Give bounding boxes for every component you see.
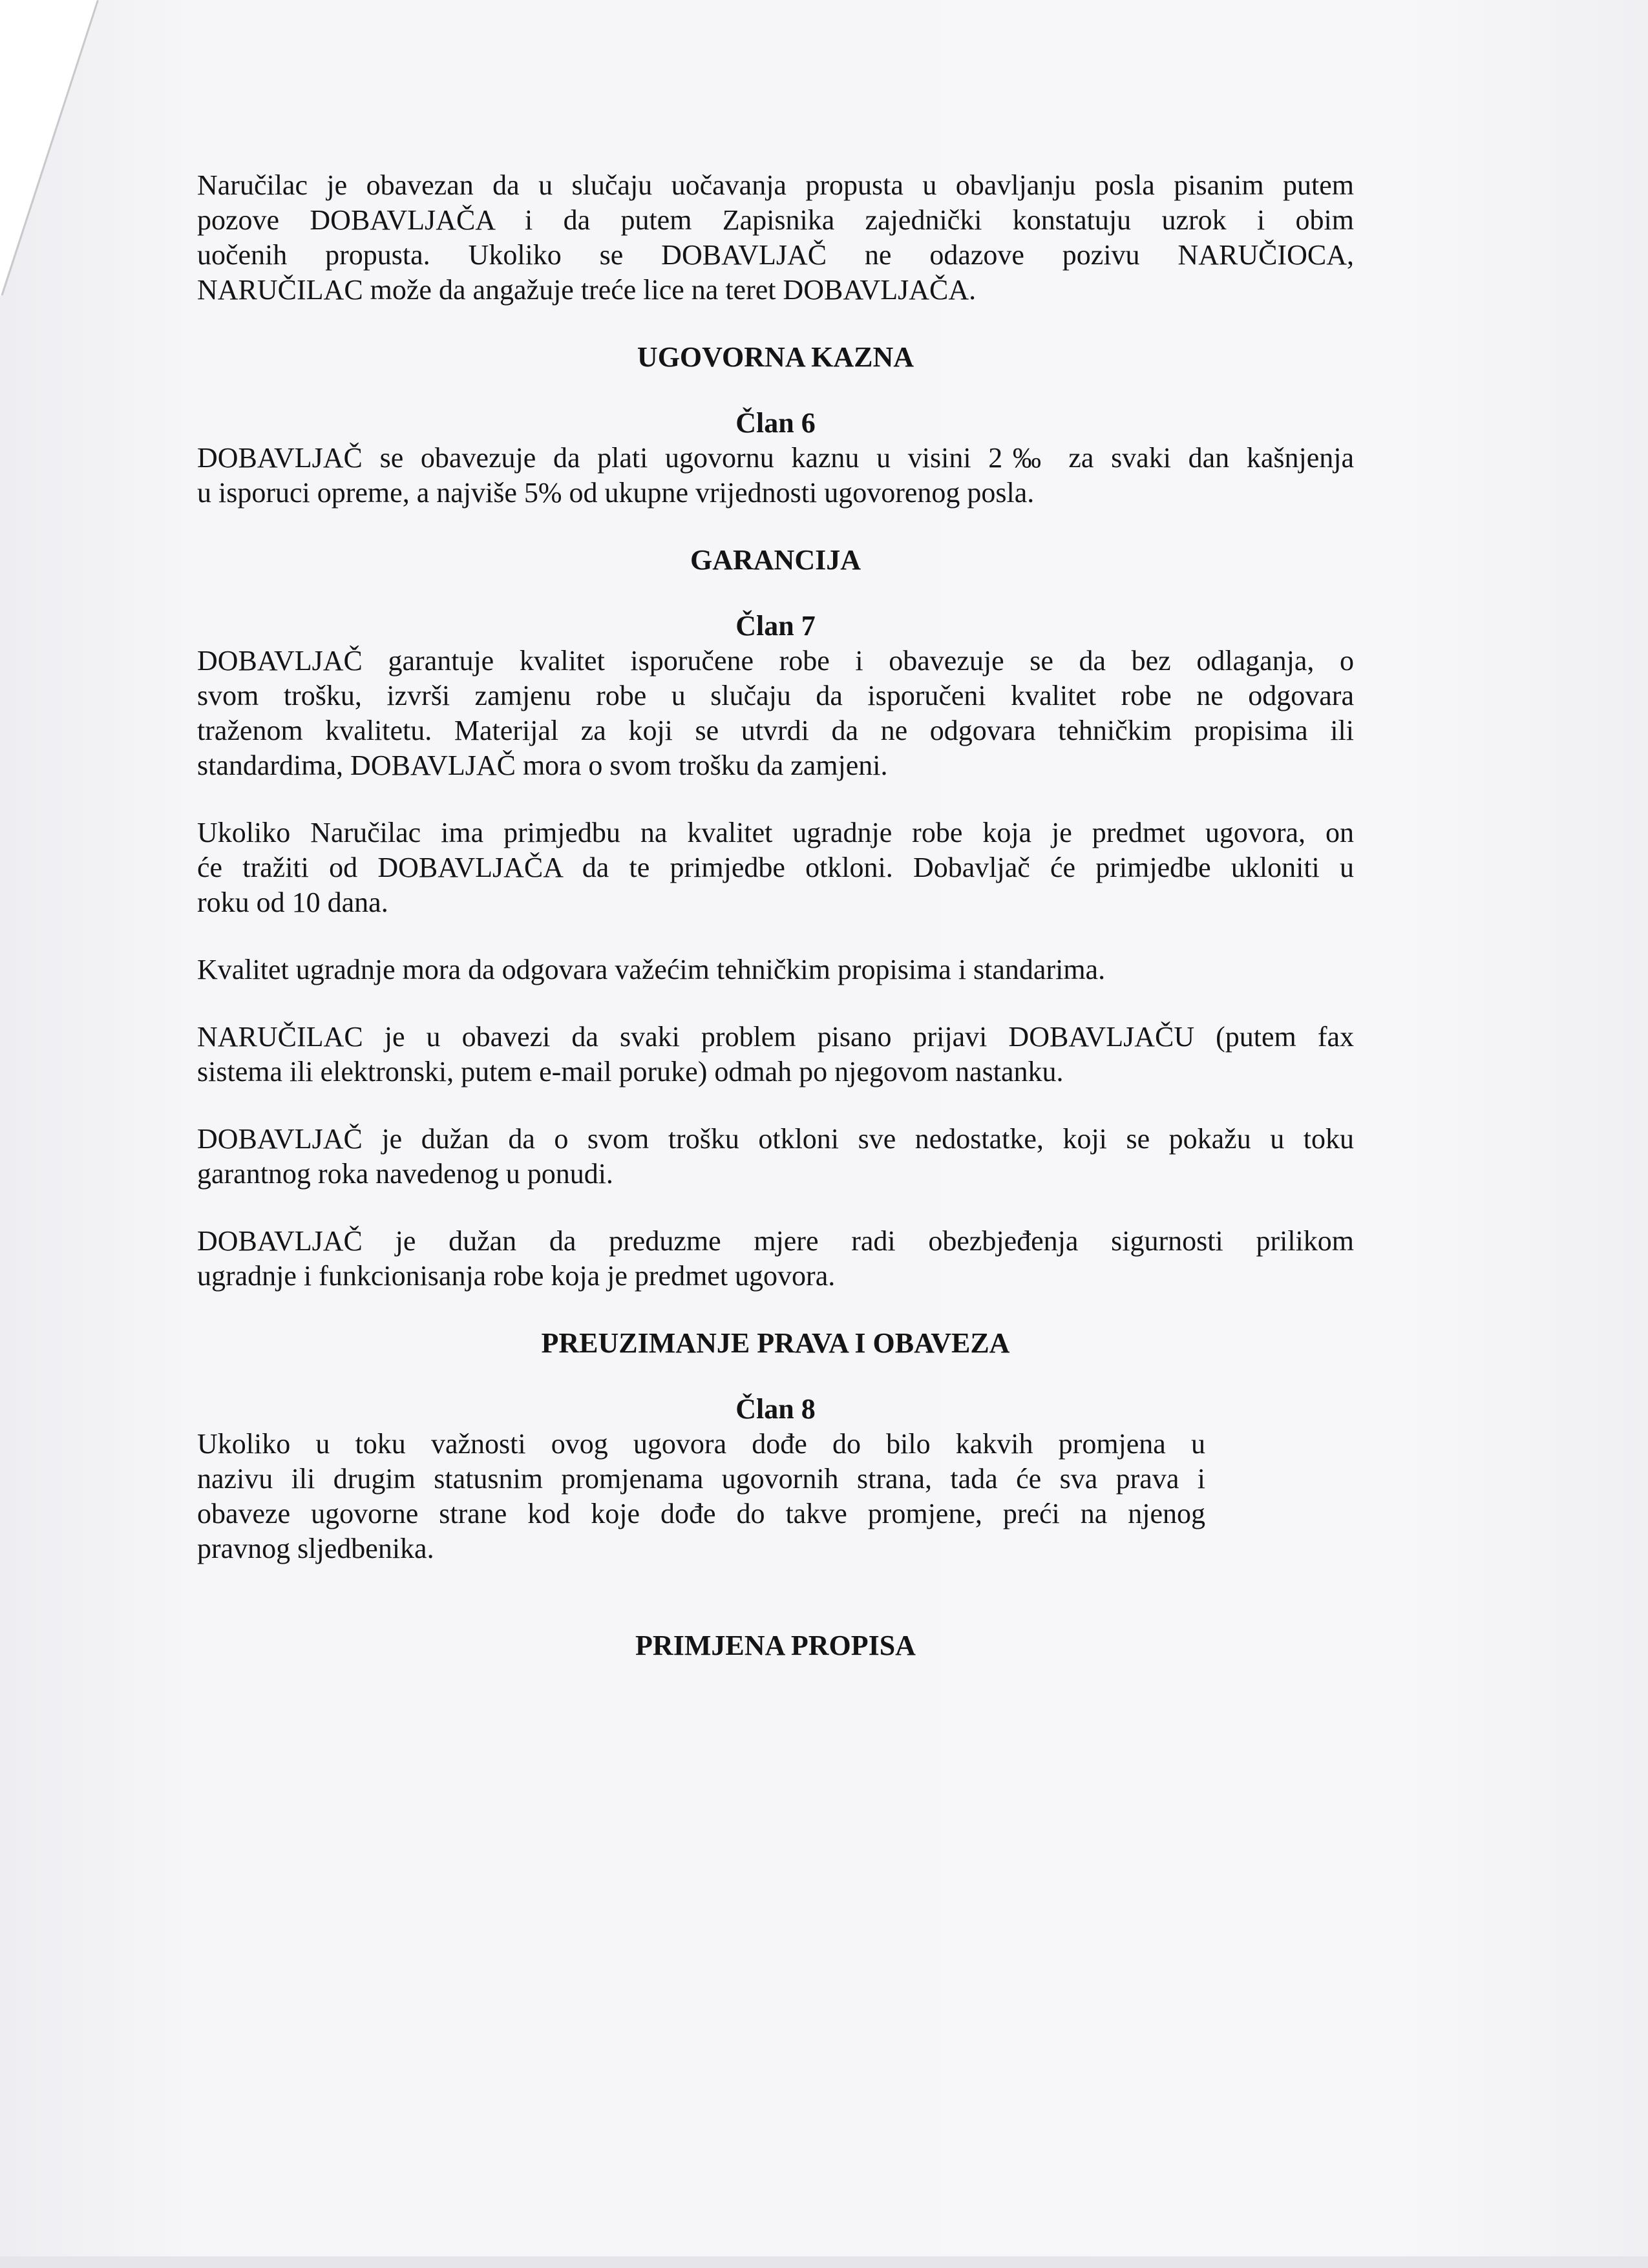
text-line: Ukoliko u toku važnosti ovog ugovora dođe do bilo kakvih promjena u <box>197 1428 1205 1460</box>
article-7-title: Član 7 <box>735 610 816 642</box>
article-6-paragraph <box>197 441 1354 510</box>
text-line: Ukoliko Naručilac ima primjedbu na kvalitet ugradnje robe koja je predmet ugovora, on <box>197 817 1354 848</box>
article-6-title: Član 6 <box>735 407 816 439</box>
text-line: ugradnje i funkcionisanja robe koja je predmet ugovora. <box>197 1260 836 1292</box>
text-line: traženom kvalitetu. Materijal za koji se utvrdi da ne odgovara tehničkim propisima ili <box>197 715 1354 746</box>
section-title-ugovorna-kazna: UGOVORNA KAZNA <box>637 341 914 373</box>
article-7-paragraph-3 <box>197 952 1354 987</box>
text-line: pozove DOBAVLJAČA i da putem Zapisnika zajednički konstatuju uzrok i obim <box>197 204 1354 236</box>
article-7-paragraph-6 <box>197 1224 1354 1294</box>
text-line: Kvalitet ugradnje mora da odgovara važećim tehničkim propisima i standarima. <box>197 954 1106 985</box>
text-line: pravnog sljedbenika. <box>197 1533 434 1564</box>
article-7-paragraph-1 <box>197 644 1354 783</box>
section-title-preuzimanje: PREUZIMANJE PRAVA I OBAVEZA <box>541 1327 1010 1359</box>
text-line: nazivu ili drugim statusnim promjenama ugovornih strana, tada će sva prava i <box>197 1463 1205 1495</box>
article-8-title: Član 8 <box>735 1393 816 1425</box>
intro-paragraph <box>197 168 1354 308</box>
text-line: garantnog roka navedenog u ponudi. <box>197 1158 613 1190</box>
text-line: sistema ili elektronski, putem e-mail poruke) odmah po njegovom nastanku. <box>197 1056 1064 1087</box>
document-body <box>197 168 1354 1694</box>
section-title-garancija: GARANCIJA <box>690 544 861 576</box>
text-line: NARUČILAC je u obavezi da svaki problem pisano prijavi DOBAVLJAČU (putem fax <box>197 1021 1354 1053</box>
text-line: u isporuci opreme, a najviše 5% od ukupne vrijednosti ugovorenog posla. <box>197 477 1035 509</box>
text-line: DOBAVLJAČ je dužan da o svom trošku otkloni sve nedostatke, koji se pokažu u toku <box>197 1123 1354 1155</box>
article-7-paragraph-2 <box>197 815 1354 920</box>
text-line: uočenih propusta. Ukoliko se DOBAVLJAČ ne odazove pozivu NARUČIOCA, <box>197 239 1354 271</box>
section-title-primjena-propisa: PRIMJENA PROPISA <box>635 1630 916 1661</box>
text-line: Naručilac je obavezan da u slučaju uočavanja propusta u obavljanju posla pisanim putem <box>197 169 1354 201</box>
text-line: DOBAVLJAČ je dužan da preduzme mjere radi obezbjeđenja sigurnosti prilikom <box>197 1225 1354 1257</box>
text-line: će tražiti od DOBAVLJAČA da te primjedbe otkloni. Dobavljač će primjedbe ukloniti u <box>197 852 1354 883</box>
article-7-paragraph-5 <box>197 1122 1354 1192</box>
article-8-paragraph <box>197 1427 1205 1566</box>
text-line: standardima, DOBAVLJAČ mora o svom trošku da zamjeni. <box>197 750 888 781</box>
text-line: DOBAVLJAČ garantuje kvalitet isporučene robe i obavezuje se da bez odlaganja, o <box>197 645 1354 677</box>
text-line: roku od 10 dana. <box>197 887 388 918</box>
text-line: DOBAVLJAČ se obavezuje da plati ugovornu kaznu u visini 2‰ za svaki dan kašnjenja <box>197 442 1354 474</box>
text-line: svom trošku, izvrši zamjenu robe u slučaju da isporučeni kvalitet robe ne odgovara <box>197 680 1354 711</box>
text-line: NARUČILAC može da angažuje treće lice na teret DOBAVLJAČA. <box>197 274 977 306</box>
article-7-paragraph-4 <box>197 1020 1354 1089</box>
text-line: obaveze ugovorne strane kod koje dođe do takve promjene, preći na njenog <box>197 1498 1205 1529</box>
scan-edge <box>0 2256 1648 2268</box>
